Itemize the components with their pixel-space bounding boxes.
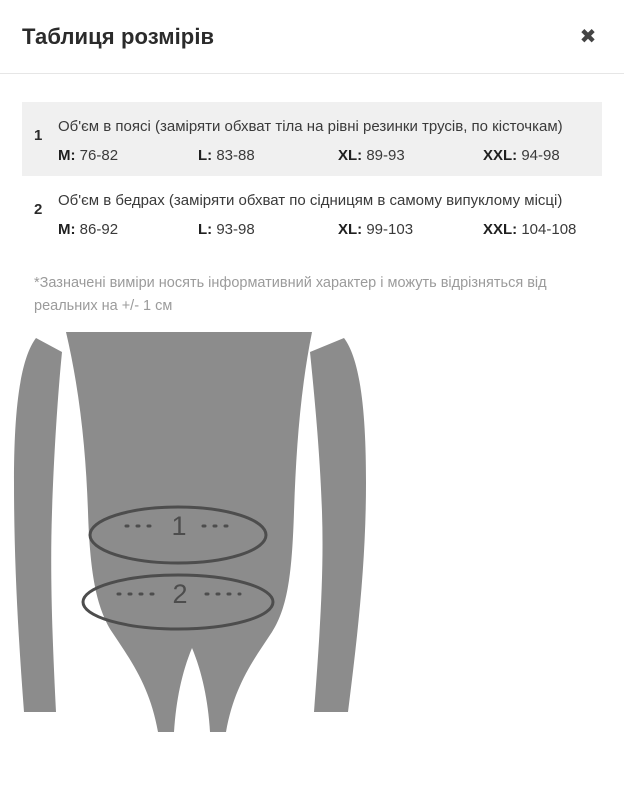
size-list (58, 221, 586, 238)
size-cell-xxl (483, 147, 560, 164)
size-cell-xl (338, 221, 483, 238)
body-diagram (0, 332, 624, 732)
size-cell-l (198, 221, 338, 238)
size-value-xxl: 104-108 (521, 220, 577, 238)
page-title: Таблиця розмірів (22, 23, 215, 49)
measurement-description: Об'єм в поясі (заміряти обхват тіла на рівні резинки трусів, по кісточкам) (58, 118, 563, 135)
size-cell-m (58, 221, 198, 238)
close-icon[interactable]: ✖ (574, 23, 602, 51)
row-content (58, 116, 586, 164)
size-value-l: 83-88 (216, 146, 255, 164)
size-label-xl: XL: (338, 220, 363, 238)
row-number: 1 (34, 127, 43, 144)
size-label-m: M: (58, 220, 76, 238)
size-value-m: 86-92 (79, 220, 119, 238)
size-list (58, 147, 586, 164)
modal-body (0, 74, 624, 318)
size-value-xl: 89-93 (366, 146, 405, 164)
modal-header (0, 0, 624, 74)
size-value-m: 76-82 (79, 146, 119, 164)
size-label-m: M: (58, 146, 76, 164)
disclaimer-note: *Зазначені виміри носять інформативний характер і можуть відрізняться від реальних на +/- 1 см (34, 274, 547, 314)
size-cell-xxl (483, 221, 576, 238)
row-number: 2 (34, 200, 43, 218)
measurement-row-waist (22, 102, 602, 176)
waist-label: 1 (171, 510, 187, 541)
size-cell-xl (338, 147, 483, 164)
size-cell-m (58, 147, 198, 164)
size-value-xl: 99-103 (366, 220, 414, 238)
size-label-xxl: XXL: (483, 146, 518, 164)
size-label-l: L: (198, 220, 213, 238)
size-label-xxl: XXL: (483, 220, 518, 238)
size-value-xxl: 94-98 (521, 146, 560, 164)
size-cell-l (198, 147, 338, 164)
size-value-l: 93-98 (216, 220, 255, 238)
size-label-xl: XL: (338, 146, 363, 164)
row-content (58, 190, 586, 238)
measurement-row-hips (22, 176, 602, 250)
size-label-l: L: (198, 146, 213, 164)
measurement-description: Об'єм в бедрах (заміряти обхват по сідницям в самому випуклому місці) (58, 191, 563, 209)
hips-label: 2 (172, 578, 188, 609)
